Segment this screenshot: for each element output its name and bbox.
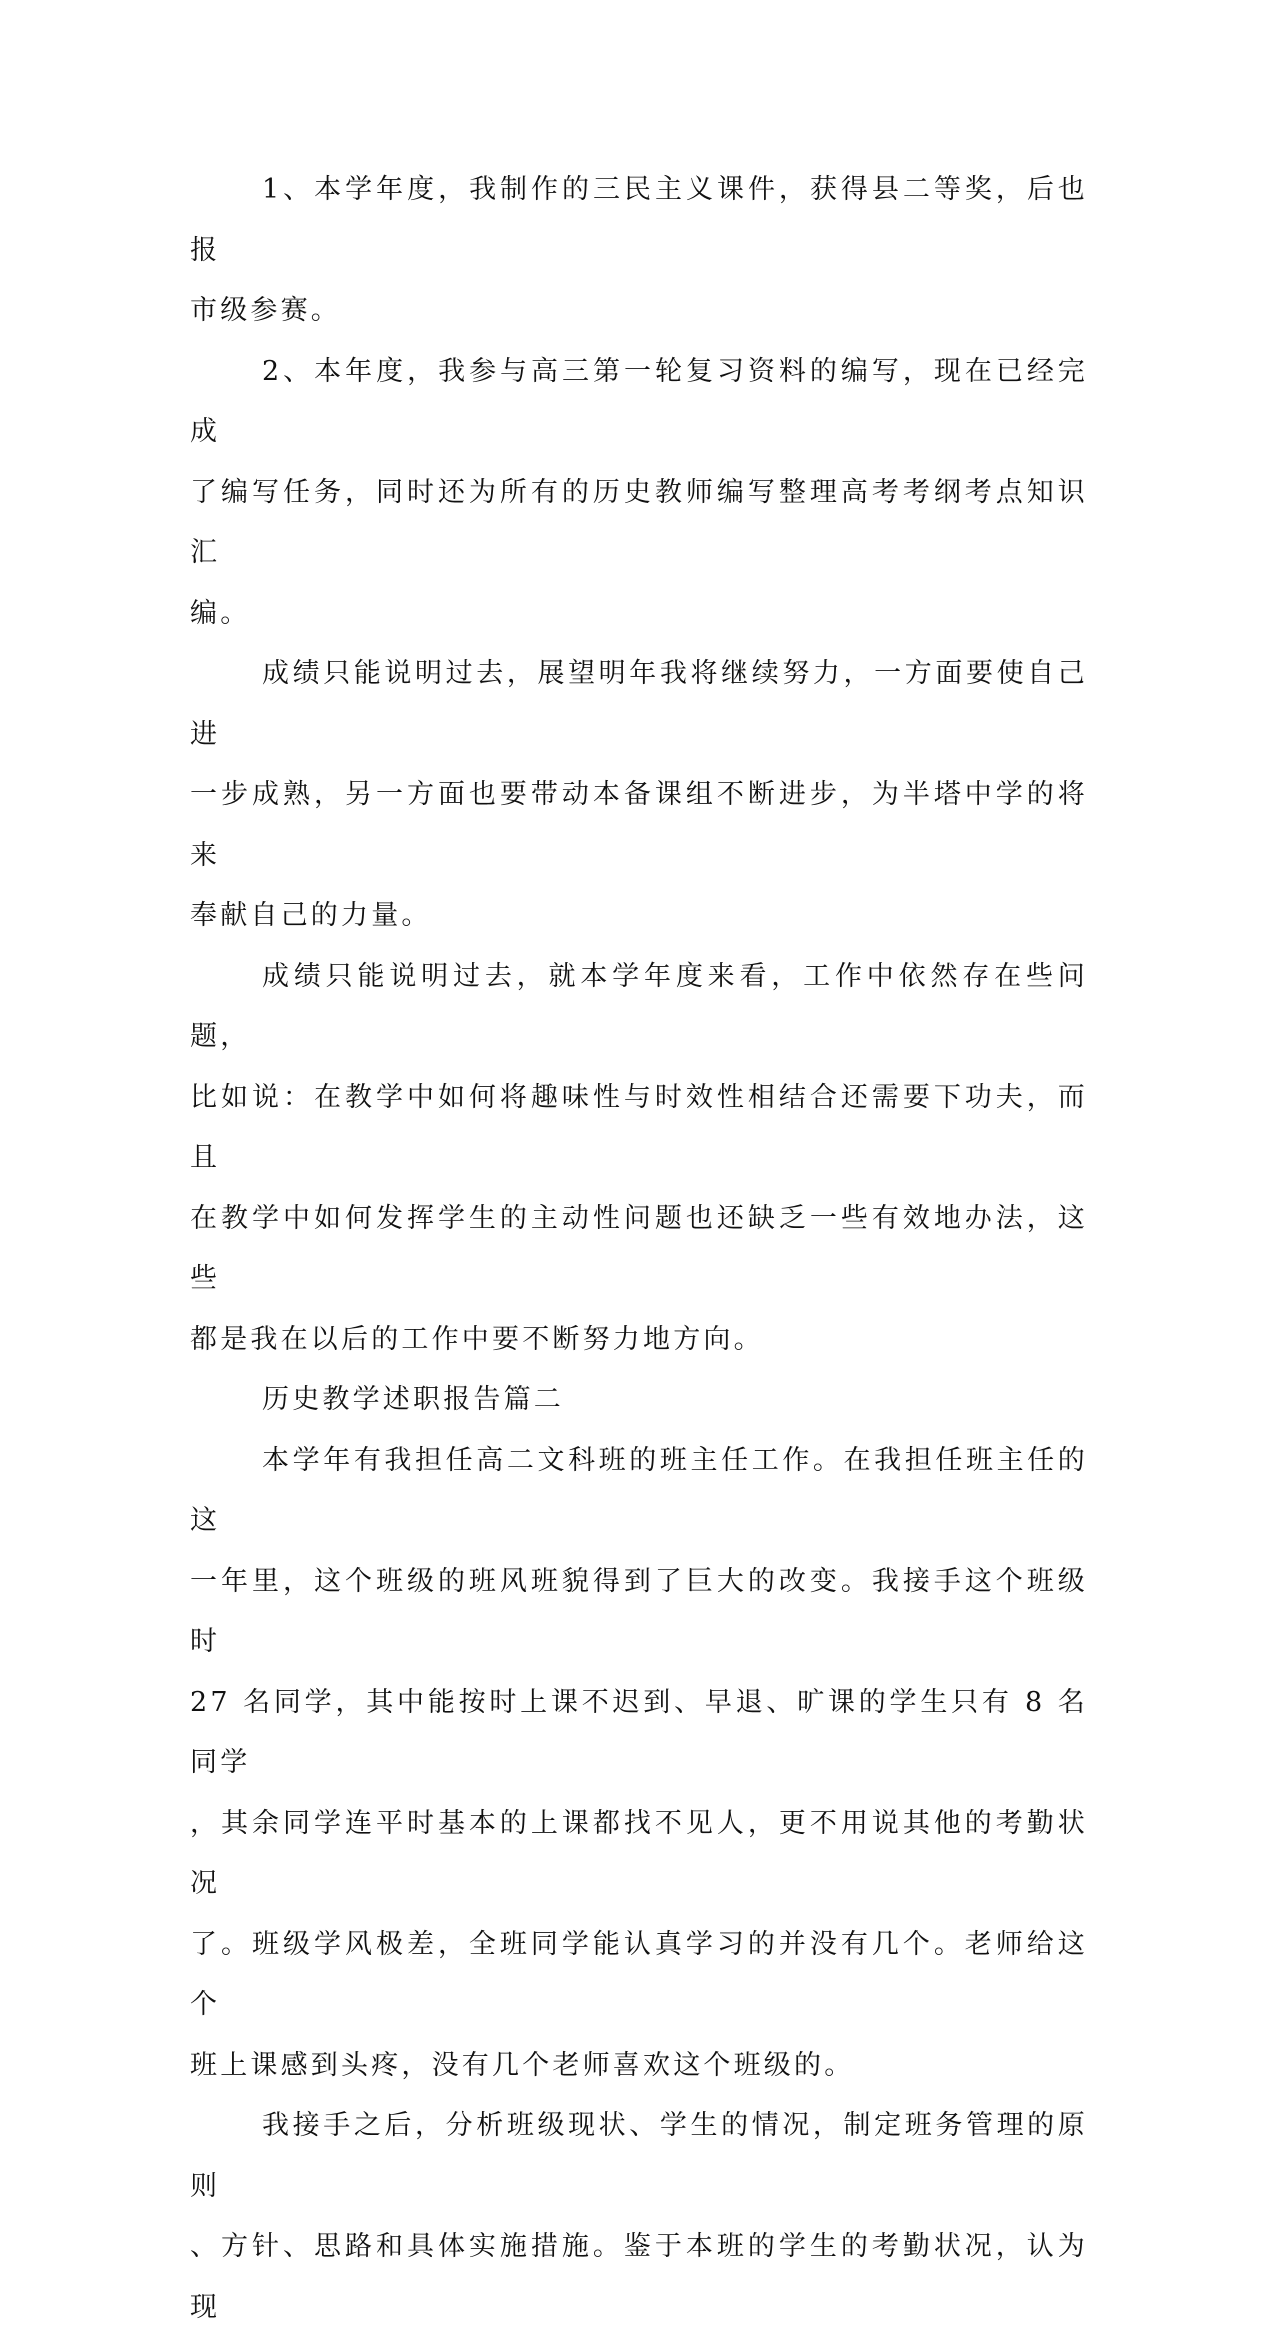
paragraph-courseware-award: 1、本学年度，我制作的三民主义课件，获得县二等奖，后也报 市级参赛。 — [190, 174, 1088, 326]
paragraph-future-plans: 成绩只能说明过去，展望明年我将继续努力，一方面要使自己进 一步成熟，另一方面也要带动本备课组不断进步，为半塔中学的将来 奉献自己的力量。 — [190, 658, 1088, 931]
paragraph-review-materials: 2、本年度，我参与高三第一轮复习资料的编写，现在已经完成 了编写任务，同时还为所有的历史教师编写整理高考考纲考点知识汇 编。 — [190, 355, 1088, 629]
document-body — [190, 160, 1088, 2338]
section-heading: 历史教学述职报告篇二 — [262, 1384, 564, 1415]
paragraph-problems: 成绩只能说明过去，就本学年度来看，工作中依然存在些问题， 比如说：在教学中如何将趣味性与时效性相结合还需要下功夫，而且 在教学中如何发挥学生的主动性问题也还缺乏一些有效地办法，这些 都是我在以后的工作中要不断努力地方向。 — [190, 960, 1088, 1355]
paragraph-class-teacher: 本学年有我担任高二文科班的班主任工作。在我担任班主任的这 一年里，这个班级的班风班貌得到了巨大的改变。我接手这个班级时 27 名同学，其中能按时上课不迟到、早退、旷课的学生只有 8 名同学 ，其余同学连平时基本的上课都找不见人，更不用说其他的考勤状况 了。班级学风极差，全班同学能认真学习的并没有几个。老师给这个 班上课感到头疼，没有几个老师喜欢这个班级的。 — [190, 1444, 1088, 2081]
paragraph-management: 我接手之后，分析班级现状、学生的情况，制定班务管理的原则 、方针、思路和具体实施措施。鉴于本班的学生的考勤状况，认为现 — [190, 2110, 1088, 2323]
